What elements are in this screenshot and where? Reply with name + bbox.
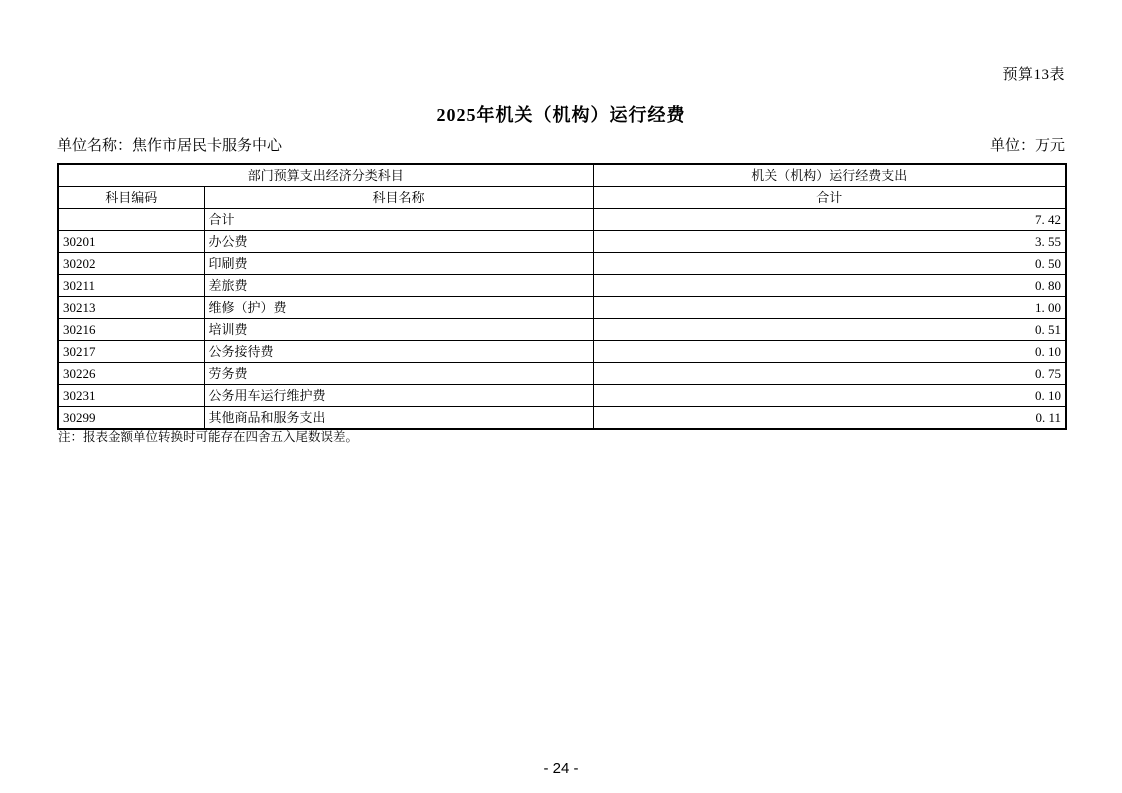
cell-name: 培训费 xyxy=(204,319,593,341)
table-row xyxy=(58,385,1066,407)
table-row xyxy=(58,209,1066,231)
table-row xyxy=(58,253,1066,275)
cell-name: 维修（护）费 xyxy=(204,297,593,319)
column-header-code: 科目编码 xyxy=(58,187,204,209)
cell-code: 30231 xyxy=(58,385,204,407)
cell-value: 0. 10 xyxy=(593,341,1066,363)
cell-value: 3. 55 xyxy=(593,231,1066,253)
cell-code: 30216 xyxy=(58,319,204,341)
page-number: - 24 - xyxy=(543,760,579,777)
cell-value: 7. 42 xyxy=(593,209,1066,231)
cell-value: 0. 51 xyxy=(593,319,1066,341)
rounding-note: 注：报表金额单位转换时可能存在四舍五入尾数误差。 xyxy=(58,430,359,444)
table-row xyxy=(58,319,1066,341)
cell-code xyxy=(58,209,204,231)
cell-code: 30211 xyxy=(58,275,204,297)
column-header-total: 合计 xyxy=(593,187,1066,209)
table-row xyxy=(58,297,1066,319)
table-header-columns-row xyxy=(58,187,1066,209)
cell-name: 印刷费 xyxy=(204,253,593,275)
cell-name: 劳务费 xyxy=(204,363,593,385)
cell-code: 30202 xyxy=(58,253,204,275)
cell-value: 0. 80 xyxy=(593,275,1066,297)
header-group-operating-expense: 机关（机构）运行经费支出 xyxy=(593,164,1066,187)
budget-table xyxy=(57,163,1067,430)
cell-code: 30201 xyxy=(58,231,204,253)
corner-form-label: 预算13表 xyxy=(1002,67,1065,83)
currency-unit-label: 单位：万元 xyxy=(989,138,1065,154)
cell-value: 0. 10 xyxy=(593,385,1066,407)
table-row xyxy=(58,275,1066,297)
cell-value: 0. 11 xyxy=(593,407,1066,430)
cell-value: 0. 50 xyxy=(593,253,1066,275)
cell-name: 办公费 xyxy=(204,231,593,253)
cell-code: 30217 xyxy=(58,341,204,363)
column-header-name: 科目名称 xyxy=(204,187,593,209)
page-title: 2025年机关（机构）运行经费 xyxy=(436,105,686,125)
cell-name: 公务用车运行维护费 xyxy=(204,385,593,407)
cell-name: 其他商品和服务支出 xyxy=(204,407,593,430)
cell-value: 0. 75 xyxy=(593,363,1066,385)
table-row xyxy=(58,363,1066,385)
cell-name: 合计 xyxy=(204,209,593,231)
cell-code: 30299 xyxy=(58,407,204,430)
cell-name: 公务接待费 xyxy=(204,341,593,363)
header-group-economic-classification: 部门预算支出经济分类科目 xyxy=(58,164,593,187)
cell-value: 1. 00 xyxy=(593,297,1066,319)
table-row xyxy=(58,231,1066,253)
table-row xyxy=(58,407,1066,430)
unit-info-row xyxy=(57,134,1065,155)
cell-name: 差旅费 xyxy=(204,275,593,297)
table-row xyxy=(58,341,1066,363)
cell-code: 30213 xyxy=(58,297,204,319)
cell-code: 30226 xyxy=(58,363,204,385)
table-header-group-row xyxy=(58,164,1066,187)
unit-name-label: 单位名称：焦作市居民卡服务中心 xyxy=(57,138,283,154)
